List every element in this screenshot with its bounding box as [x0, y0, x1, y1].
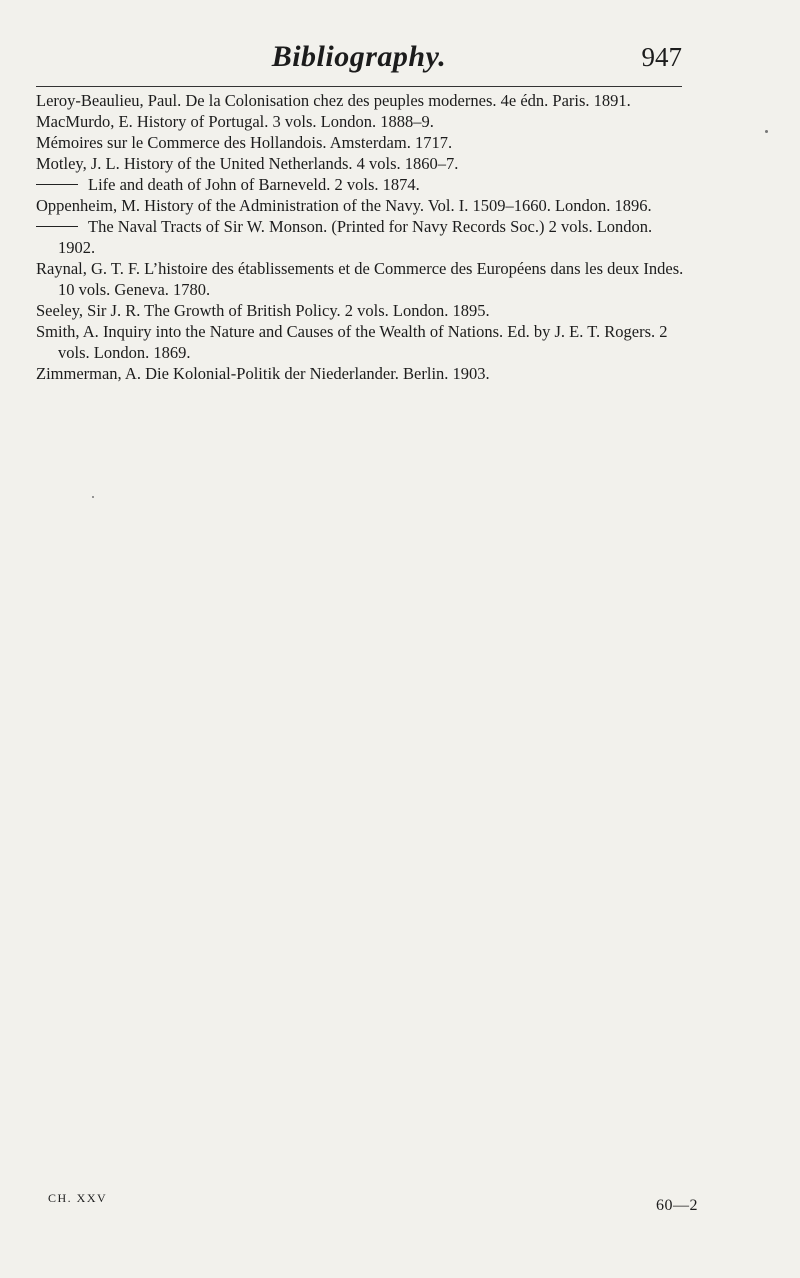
entry-text: The Growth of British Policy. 2 vols. London. 1895.: [144, 301, 490, 320]
entry-text: Mémoires sur le Commerce des Hollandois. Amsterdam. 1717.: [36, 133, 453, 152]
ditto-dash: [36, 184, 78, 185]
bibliography-entry: [36, 132, 686, 153]
entry-text: De la Colonisation chez des peuples modernes. 4e édn. Paris. 1891.: [185, 91, 631, 110]
entry-text: Life and death of John of Barneveld. 2 vols. 1874.: [88, 175, 420, 194]
entry-text: History of the United Netherlands. 4 vols. 1860–7.: [123, 154, 459, 173]
entry-author: Oppenheim, M.: [36, 196, 141, 215]
bibliography-list: [36, 90, 686, 384]
entry-author: Zimmerman, A.: [36, 364, 141, 383]
bibliography-entry: [36, 216, 686, 258]
bibliography-entry: [36, 258, 686, 300]
running-header: [36, 40, 682, 82]
entry-text: History of Portugal. 3 vols. London. 1888–9.: [136, 112, 434, 131]
bibliography-entry: [36, 153, 686, 174]
entry-text: The Naval Tracts of Sir W. Monson. (Printed for Navy Records Soc.) 2 vols. London. 1902.: [58, 217, 653, 257]
entry-text: Inquiry into the Nature and Causes of the Wealth of Nations. Ed. by J. E. T. Rogers. 2 vols. London. 1869.: [58, 322, 668, 362]
ditto-dash: [36, 226, 78, 227]
entry-text: Die Kolonial-Politik der Niederlander. Berlin. 1903.: [145, 364, 490, 383]
bibliography-entry: [36, 300, 686, 321]
entry-author: Leroy-Beaulieu, Paul.: [36, 91, 182, 110]
chapter-marker: CH. XXV: [48, 1191, 108, 1205]
entry-text: History of the Administration of the Navy. Vol. I. 1509–1660. London. 1896.: [144, 196, 652, 215]
entry-author: MacMurdo, E.: [36, 112, 133, 131]
bibliography-entry: [36, 363, 686, 384]
bibliography-entry: [36, 111, 686, 132]
running-title: Bibliography.: [271, 40, 447, 73]
signature-mark: 60—2: [656, 1197, 698, 1214]
entry-author: Seeley, Sir J. R.: [36, 301, 141, 320]
bibliography-entry: [36, 174, 686, 195]
bibliography-entry: [36, 195, 686, 216]
entry-text: L’histoire des établissements et de Commerce des Européens dans les deux Indes. 10 vols. Geneva. 1780.: [58, 259, 684, 299]
entry-author: Motley, J. L.: [36, 154, 120, 173]
header-rule: [36, 86, 682, 87]
bibliography-entry: [36, 321, 686, 363]
print-speck: [92, 496, 94, 498]
print-speck: [765, 130, 768, 133]
bibliography-entry: [36, 90, 686, 111]
entry-author: Raynal, G. T. F.: [36, 259, 140, 278]
entry-author: Smith, A.: [36, 322, 99, 341]
page-number: 947: [641, 42, 682, 72]
